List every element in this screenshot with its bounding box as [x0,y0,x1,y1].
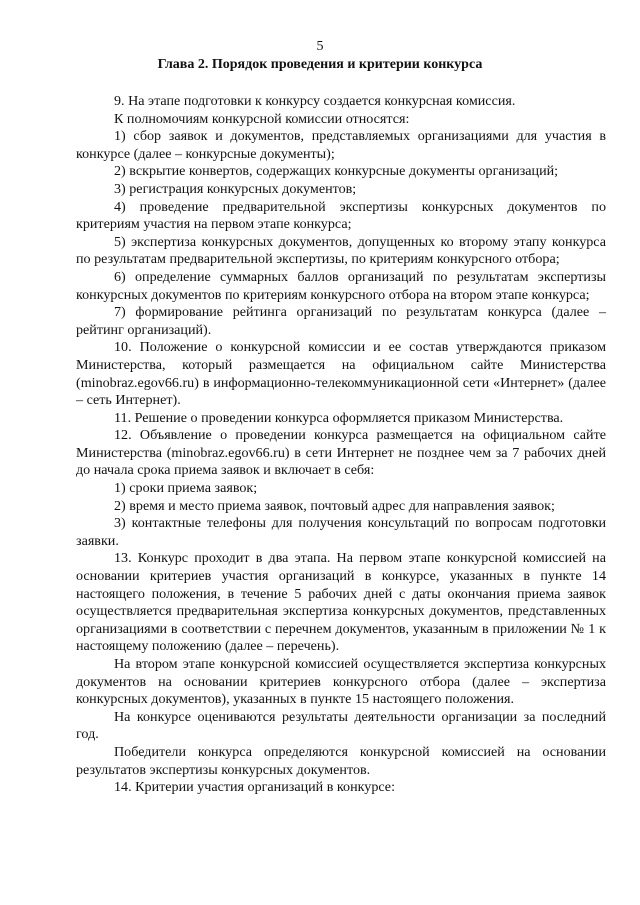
list-item: 4) проведение предварительной экспертизы конкурсных документов по критериям участия на первом этапе конкурса; [76,198,606,233]
paragraph-10: 10. Положение о конкурсной комиссии и ее состав утверждаются приказом Министерства, который размещается на официальном сайте Министерства (minobraz.egov66.ru) в информационно-телекоммуникационной сети «Интернет» (далее – сеть Интернет). [76,339,606,409]
paragraph-13: 13. Конкурс проходит в два этапа. На первом этапе конкурсной комиссией на основании критериев участия организаций в конкурсе, указанных в пункте 14 настоящего положения, в течение 5 рабочих дней с даты окончания приема заявок осуществляется предварительная экспертиза конкурсных документов, представленных организациями в соответствии с перечнем документов, указанным в приложении № 1 к настоящему положению (далее – перечень). [76,550,606,655]
paragraph-commission-powers: К полномочиям конкурсной комиссии относятся: [114,110,410,127]
paragraph-9: 9. На этапе подготовки к конкурсу создается конкурсная комиссия. [114,93,516,109]
document-body [76,93,606,797]
paragraph-evaluation: На конкурсе оцениваются результаты деятельности организации за последний год. [76,708,606,743]
paragraph-second-stage: На втором этапе конкурсной комиссией осуществляется экспертиза конкурсных документов на основании критериев конкурсного отбора (далее – экспертиза конкурсных документов), указанных в пункте 15 настоящего положения. [76,656,606,708]
list-item: 5) экспертиза конкурсных документов, допущенных ко второму этапу конкурса по результатам предварительной экспертизы, по критериям конкурсного отбора; [76,233,606,268]
paragraph-winners: Победители конкурса определяются конкурсной комиссией на основании результатов экспертизы конкурсных документов. [76,743,606,778]
paragraph-11: 11. Решение о проведении конкурса оформляется приказом Министерства. [114,409,564,426]
list-item: 2) вскрытие конвертов, содержащих конкурсные документы организаций; [114,163,559,180]
list-item: 3) регистрация конкурсных документов; [114,180,357,197]
list-item: 1) сбор заявок и документов, представляемых организациями для участия в конкурсе (далее – конкурсные документы); [76,128,606,162]
list-item: 7) формирование рейтинга организаций по результатам конкурса (далее – рейтинг организаций). [76,304,606,338]
paragraph-14: 14. Критерии участия организаций в конкурсе: [114,779,395,796]
list-item: 6) определение суммарных баллов организаций по результатам экспертизы конкурсных документов по критериям конкурсного отбора на втором этапе конкурса; [76,268,606,303]
chapter-title: Глава 2. Порядок проведения и критерии конкурса [157,57,483,72]
page-number: 5 [316,39,324,54]
list-item: 3) контактные телефоны для получения консультаций по вопросам подготовки заявки. [76,515,606,549]
paragraph-12: 12. Объявление о проведении конкурса размещается на официальном сайте Министерства (minobraz.egov66.ru) в сети Интернет не позднее чем за 7 рабочих дней до начала срока приема заявок и включает в себя: [76,427,606,479]
list-item: 1) сроки приема заявок; [114,480,258,497]
list-item: 2) время и место приема заявок, почтовый адрес для направления заявок; [114,497,555,514]
